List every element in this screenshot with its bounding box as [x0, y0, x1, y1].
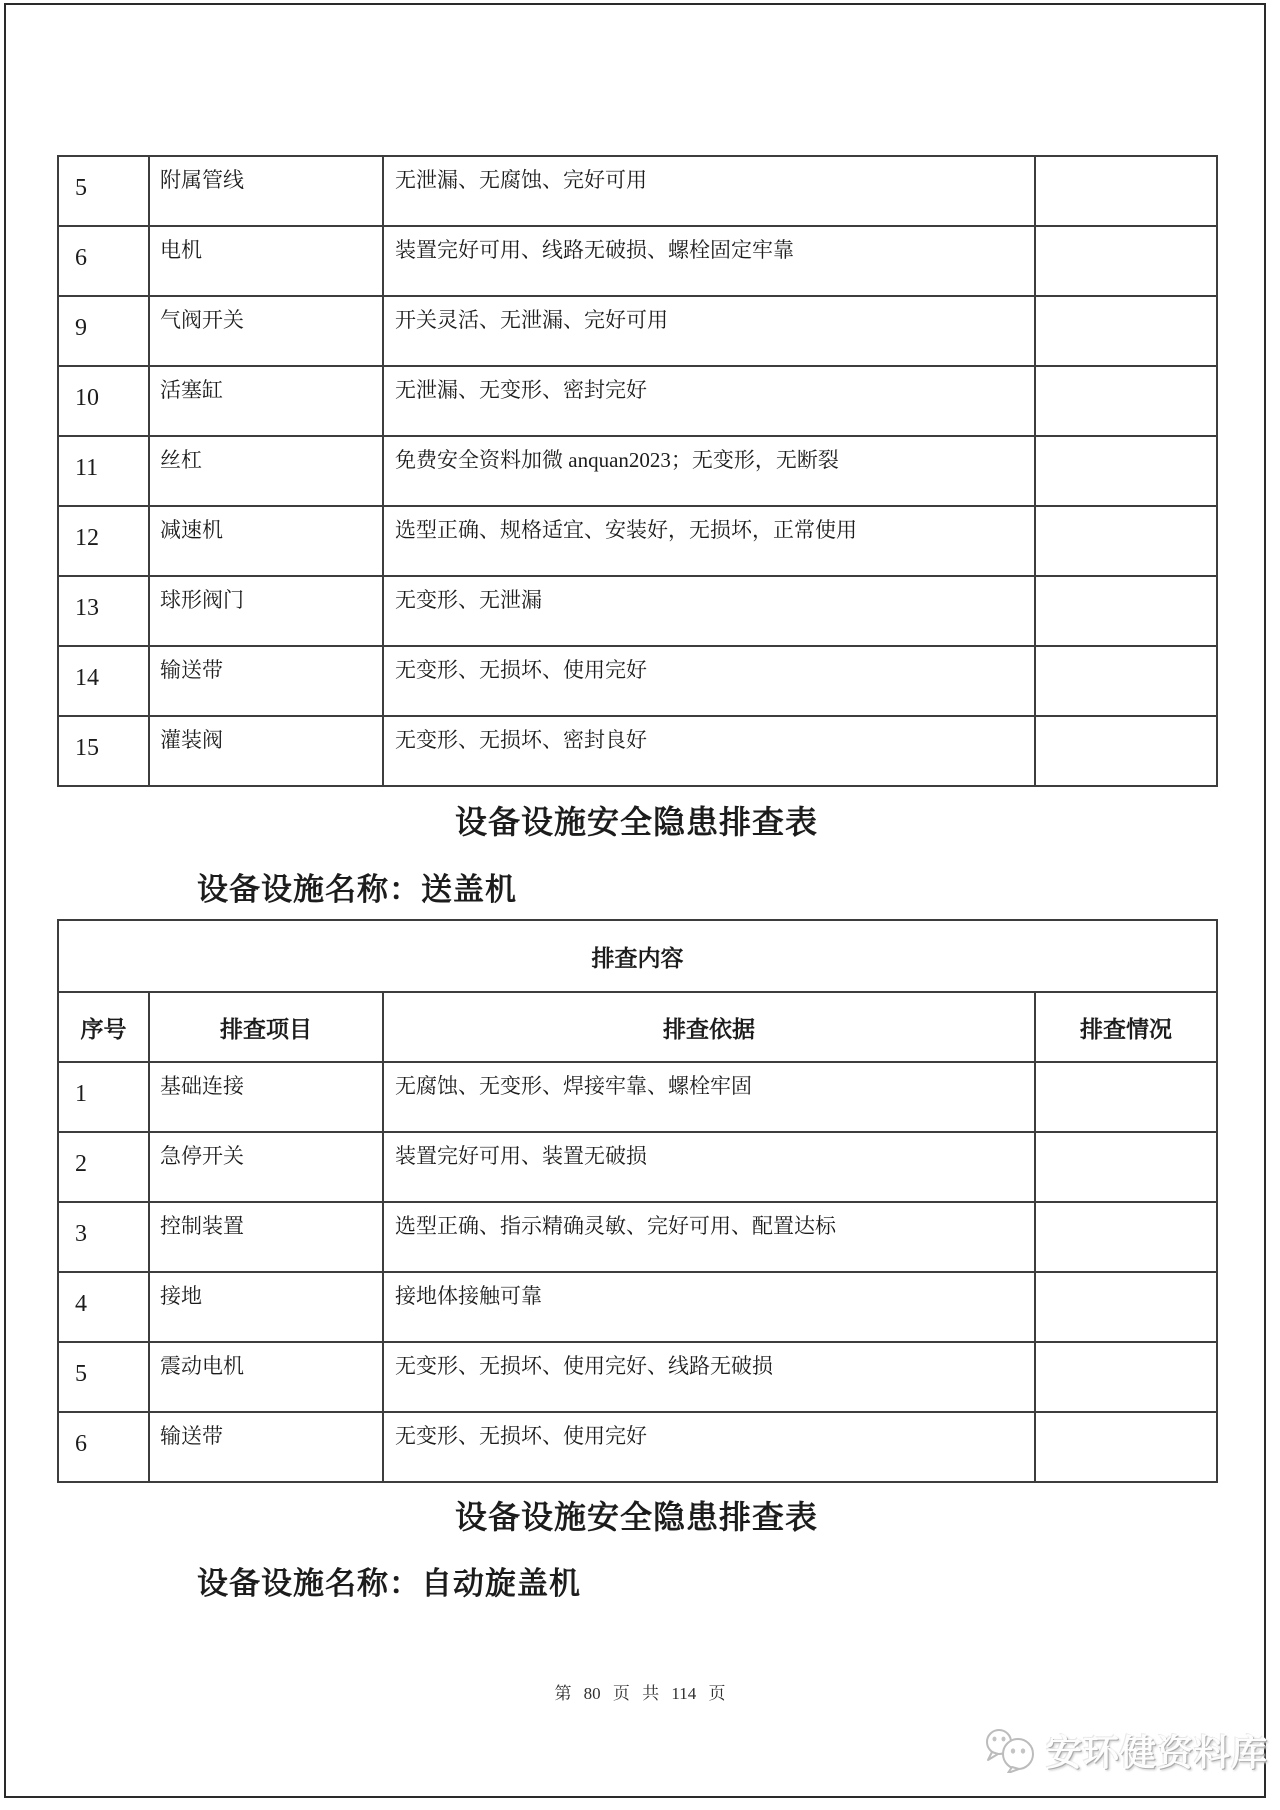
column-header-row: [58, 992, 1217, 1062]
inspection-status-cell: [1035, 366, 1217, 436]
table-row: [58, 156, 1217, 226]
row-number: 15: [58, 716, 149, 786]
table-row: [58, 646, 1217, 716]
col-header-no: 序号: [58, 992, 149, 1062]
wechat-bubbles-icon: [982, 1727, 1040, 1773]
inspection-basis: 无变形、无损坏、密封良好: [383, 716, 1035, 786]
row-number: 3: [58, 1202, 149, 1272]
row-number: 10: [58, 366, 149, 436]
section-title: 设备设施安全隐患排查表: [454, 804, 818, 840]
merged-header: 排查内容: [58, 920, 1217, 992]
inspection-status-cell: [1035, 436, 1217, 506]
watermark-text: 安环健资料库: [1046, 1731, 1269, 1773]
merged-header-row: [58, 920, 1217, 992]
row-number: 1: [58, 1062, 149, 1132]
row-number: 14: [58, 646, 149, 716]
inspection-basis: 选型正确、规格适宜、安装好，无损坏，正常使用: [383, 506, 1035, 576]
table-row: [58, 436, 1217, 506]
row-number: 4: [58, 1272, 149, 1342]
watermark: [982, 1724, 1268, 1776]
table-row: [58, 1272, 1217, 1342]
page-number: 第 80 页 共 114 页: [554, 1684, 726, 1703]
section-title: 设备设施安全隐患排查表: [454, 1499, 818, 1535]
row-number: 6: [58, 226, 149, 296]
row-number: 6: [58, 1412, 149, 1482]
inspection-item: 丝杠: [149, 436, 383, 506]
inspection-basis: 接地体接触可靠: [383, 1272, 1035, 1342]
table-row: [58, 366, 1217, 436]
table-row: [58, 1062, 1217, 1132]
inspection-item: 急停开关: [149, 1132, 383, 1202]
row-number: 11: [58, 436, 149, 506]
inspection-basis: 无变形、无损坏、使用完好: [383, 646, 1035, 716]
row-number: 2: [58, 1132, 149, 1202]
inspection-status-cell: [1035, 576, 1217, 646]
inspection-basis: 装置完好可用、装置无破损: [383, 1132, 1035, 1202]
inspection-item: 输送带: [149, 1412, 383, 1482]
row-number: 5: [58, 1342, 149, 1412]
table-row: [58, 1342, 1217, 1412]
inspection-item: 接地: [149, 1272, 383, 1342]
inspection-item: 输送带: [149, 646, 383, 716]
table-row: [58, 1412, 1217, 1482]
inspection-status-cell: [1035, 1202, 1217, 1272]
inspection-status-cell: [1035, 1272, 1217, 1342]
inspection-basis: 无变形、无损坏、使用完好、线路无破损: [383, 1342, 1035, 1412]
row-number: 5: [58, 156, 149, 226]
row-number: 13: [58, 576, 149, 646]
inspection-status-cell: [1035, 1062, 1217, 1132]
table-row: [58, 576, 1217, 646]
row-number: 9: [58, 296, 149, 366]
inspection-item: 控制装置: [149, 1202, 383, 1272]
table-row: [58, 296, 1217, 366]
inspection-item: 附属管线: [149, 156, 383, 226]
inspection-status-cell: [1035, 1412, 1217, 1482]
inspection-basis: 无泄漏、无腐蚀、完好可用: [383, 156, 1035, 226]
inspection-status-cell: [1035, 1132, 1217, 1202]
inspection-basis: 免费安全资料加微 anquan2023；无变形，无断裂: [383, 436, 1035, 506]
equipment-name-label: 设备设施名称：自动旋盖机: [197, 1566, 581, 1601]
table-row: [58, 1132, 1217, 1202]
inspection-table-continued: [57, 155, 1218, 787]
col-header-basis: 排查依据: [383, 992, 1035, 1062]
inspection-item: 活塞缸: [149, 366, 383, 436]
table-row: [58, 1202, 1217, 1272]
inspection-status-cell: [1035, 156, 1217, 226]
inspection-item: 灌装阀: [149, 716, 383, 786]
inspection-status-cell: [1035, 296, 1217, 366]
inspection-item: 减速机: [149, 506, 383, 576]
equipment-name-label: 设备设施名称：送盖机: [197, 872, 517, 907]
inspection-basis: 无变形、无损坏、使用完好: [383, 1412, 1035, 1482]
inspection-basis: 无变形、无泄漏: [383, 576, 1035, 646]
inspection-basis: 选型正确、指示精确灵敏、完好可用、配置达标: [383, 1202, 1035, 1272]
inspection-item: 电机: [149, 226, 383, 296]
inspection-status-cell: [1035, 646, 1217, 716]
inspection-status-cell: [1035, 716, 1217, 786]
col-header-status: 排查情况: [1035, 992, 1217, 1062]
inspection-basis: 开关灵活、无泄漏、完好可用: [383, 296, 1035, 366]
col-header-item: 排查项目: [149, 992, 383, 1062]
inspection-item: 气阀开关: [149, 296, 383, 366]
table-row: [58, 226, 1217, 296]
inspection-status-cell: [1035, 506, 1217, 576]
inspection-table: [57, 919, 1218, 1483]
table-row: [58, 506, 1217, 576]
inspection-basis: 无腐蚀、无变形、焊接牢靠、螺栓牢固: [383, 1062, 1035, 1132]
inspection-item: 震动电机: [149, 1342, 383, 1412]
inspection-item: 球形阀门: [149, 576, 383, 646]
inspection-item: 基础连接: [149, 1062, 383, 1132]
row-number: 12: [58, 506, 149, 576]
inspection-basis: 无泄漏、无变形、密封完好: [383, 366, 1035, 436]
inspection-basis: 装置完好可用、线路无破损、螺栓固定牢靠: [383, 226, 1035, 296]
table-row: [58, 716, 1217, 786]
inspection-status-cell: [1035, 226, 1217, 296]
inspection-status-cell: [1035, 1342, 1217, 1412]
